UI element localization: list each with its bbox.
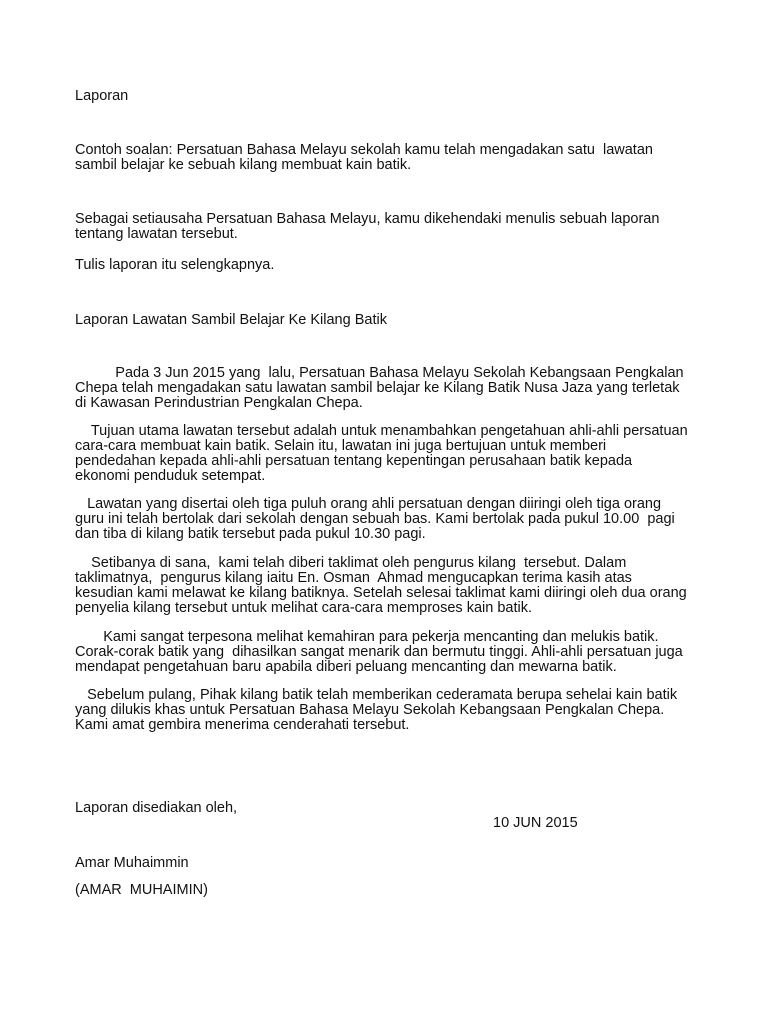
document-heading: Laporan [75, 88, 129, 104]
report-paragraph-1: Pada 3 Jun 2015 yang lalu, Persatuan Bahasa Melayu Sekolah Kebangsaan Pengkalan Chepa telah mengadakan satu lawatan sambil belajar ke Kilang Batik Nusa Jaza yang terletak di Kawasan Perindustrian Pengkalan Chepa. [75, 365, 684, 411]
report-paragraph-6: Sebelum pulang, Pihak kilang batik telah memberikan cederamata berupa sehelai kain batik yang dilukis khas untuk Persatuan Bahasa Melayu Sekolah Kebangsaan Pengkalan Chepa. Kami amat gembira menerima cenderahati tersebut. [75, 687, 678, 733]
question-instruction: Tulis laporan itu selengkapnya. [75, 257, 275, 273]
report-paragraph-5: Kami sangat terpesona melihat kemahiran para pekerja mencanting dan melukis batik. Corak-corak batik yang dihasilkan sangat menarik dan bermutu tinggi. Ahli-ahli persatuan juga mendapat pengetahuan baru apabila diberi peluang mencanting dan mewarna batik. [75, 629, 683, 675]
report-title: Laporan Lawatan Sambil Belajar Ke Kilang Batik [75, 312, 387, 328]
signature-name: Amar Muhaimmin [75, 855, 189, 871]
report-paragraph-4: Setibanya di sana, kami telah diberi taklimat oleh pengurus kilang tersebut. Dalam taklimatnya, pengurus kilang iaitu En. Osman Ahmad mengucapkan terima kasih atas kesudian kami melawat ke kilang batiknya. Setelah selesai taklimat kami diiringi oleh dua orang penyelia kilang tersebut untuk melihat cara-cara memproses kain batik. [75, 555, 687, 616]
report-paragraph-3: Lawatan yang disertai oleh tiga puluh orang ahli persatuan dengan diiringi oleh tiga orang guru ini telah bertolak dari sekolah dengan sebuah bas. Kami bertolak pada pukul 10.00 pagi dan tiba di kilang batik tersebut pada pukul 10.30 pagi. [75, 496, 675, 542]
printed-name: (AMAR MUHAIMIN) [75, 882, 208, 898]
prepared-by-label: Laporan disediakan oleh, [75, 800, 238, 816]
question-task: Sebagai setiausaha Persatuan Bahasa Melayu, kamu dikehendaki menulis sebuah laporan tentang lawatan tersebut. [75, 211, 660, 242]
report-date: 10 JUN 2015 [493, 814, 578, 831]
report-paragraph-2: Tujuan utama lawatan tersebut adalah untuk menambahkan pengetahuan ahli-ahli persatuan cara-cara membuat kain batik. Selain itu, lawatan ini juga bertujuan untuk memberi pendedahan kepada ahli-ahli persatuan tentang kepentingan perusahaan batik kepada ekonomi penduduk setempat. [75, 423, 688, 484]
question-intro: Contoh soalan: Persatuan Bahasa Melayu sekolah kamu telah mengadakan satu lawatan sambil belajar ke sebuah kilang membuat kain batik. [75, 142, 653, 173]
